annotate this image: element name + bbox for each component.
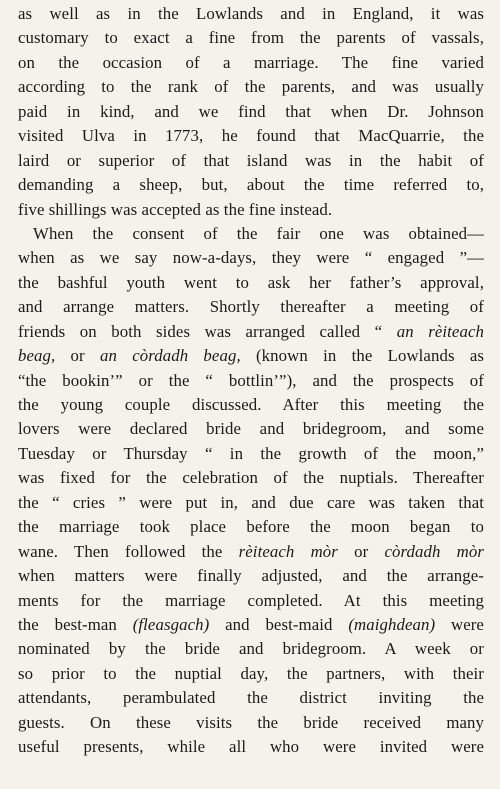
gaelic-term: (fleasgach)	[132, 614, 210, 634]
text-line: visited Ulva in 1773, he found that MacQuarrie, the	[18, 126, 484, 146]
text-line: on the occasion of a marriage. The fine varied	[18, 52, 484, 72]
text-run: wane. Then followed the	[18, 541, 239, 561]
text-line: “the bookin’” or the “ bottlin’”), and the prospects of	[18, 370, 484, 390]
text-run: or	[337, 541, 385, 561]
text-line: five shillings was accepted as the fine instead.	[18, 199, 333, 219]
gaelic-term: an rèiteach	[382, 321, 484, 341]
text-line: ments for the marriage completed. At this meeting	[18, 590, 484, 610]
text-line	[18, 320, 484, 344]
gaelic-term: rèiteach mòr	[238, 541, 338, 561]
text-line: so prior to the nuptial day, the partners, with their	[18, 663, 484, 683]
text-run: the best-man	[18, 614, 133, 634]
text-line	[18, 540, 484, 564]
text-line: guests. On these visits the bride received many	[18, 712, 484, 732]
text-line: when matters were finally adjusted, and the arrange-	[18, 566, 484, 586]
text-line: useful presents, while all who were invited were	[18, 737, 484, 757]
text-line	[18, 613, 484, 637]
text-line: the young couple discussed. After this meeting the	[18, 395, 484, 414]
text-run: (known in the Lowlands as	[240, 346, 485, 366]
text-line: the “ cries ” were put in, and due care was taken that	[18, 492, 484, 512]
text-line: lovers were declared bride and bridegroom, and some	[18, 419, 484, 439]
gaelic-term: beag,	[18, 346, 56, 366]
text-line: was fixed for the celebration of the nuptials. Thereafter	[18, 468, 484, 488]
text-run: were	[435, 614, 484, 634]
text-line: demanding a sheep, but, about the time referred to,	[18, 175, 484, 195]
text-line: laird or superior of that island was in the habit of	[18, 150, 484, 170]
paragraph-start-line: When the consent of the fair one was obtained—	[33, 223, 484, 243]
text-line: the marriage took place before the moon began to	[18, 517, 484, 537]
text-line: when as we say now-a-days, they were “ engaged ”—	[18, 248, 484, 268]
text-line: nominated by the bride and bridegroom. A week or	[18, 639, 484, 659]
text-line	[18, 344, 484, 368]
text-line: customary to exact a fine from the parents of vassals,	[18, 28, 484, 48]
text-line: Tuesday or Thursday “ in the growth of the moon,”	[18, 443, 484, 463]
text-line: and arrange matters. Shortly thereafter a meeting of	[18, 297, 484, 317]
text-line: paid in kind, and we find that when Dr. Johnson	[18, 101, 484, 121]
text-line: attendants, perambulated the district inviting the	[18, 688, 484, 708]
gaelic-term: (maighdean)	[348, 614, 436, 634]
text-run: friends on both sides was arranged called “	[18, 321, 383, 341]
gaelic-term: an còrdadh beag,	[99, 346, 241, 366]
text-line: according to the rank of the parents, and was usually	[18, 77, 484, 97]
gaelic-term: còrdadh mòr	[384, 541, 484, 561]
page-body-text	[18, 2, 484, 760]
text-line: the bashful youth went to ask her father’s approval,	[18, 272, 484, 292]
text-run: and best-maid	[209, 614, 349, 634]
text-run: or	[55, 346, 100, 366]
text-line: as well as in the Lowlands and in England, it was	[18, 4, 484, 23]
